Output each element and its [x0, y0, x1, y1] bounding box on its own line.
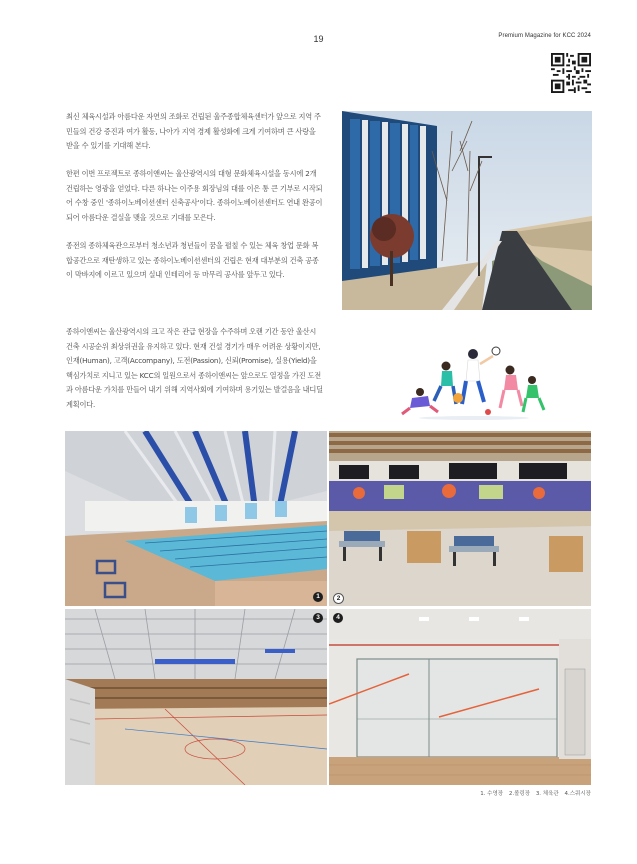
body-paragraph-1: 최신 체육시설과 아름다운 자연의 조화로 건립된 울주종합체육센터가 앞으로 지역 주민들의 건강 증진과 여가 활동, 나아가 지역 경제 활성화에 크게 기여하며 큰 사랑을 받을 수 있기를 기대해 본다.	[66, 112, 321, 150]
qr-code-icon[interactable]	[551, 53, 591, 93]
caption-item-2: 2.볼링장	[508, 791, 531, 797]
photo-caption	[476, 789, 591, 797]
sports-illustration	[398, 346, 550, 422]
photo-badge-4: 4	[333, 613, 343, 623]
caption-item-1: 1. 수영장	[480, 791, 504, 797]
athlete-figures-icon	[402, 347, 544, 420]
caption-item-3: 3. 체육관	[535, 791, 559, 797]
pool-photo	[65, 431, 327, 606]
photo-badge-2: 2	[333, 593, 344, 604]
photo-badge-1: 1	[313, 592, 323, 602]
magazine-title: Premium Magazine for KCC 2024	[498, 33, 591, 39]
body-paragraph-2: 한편 이번 프로젝트로 종하이앤씨는 울산광역시의 대형 문화체육시설을 동시에 2개 건립하는 영광을 얻었다. 다른 하나는 이주용 회장님의 대를 이은 통 큰 기부로 시작되어 수창 중인 '종하이노베이션센터 신축공사'이다. 종하이노베이션센터도 연내 완공이 되어 아름다운 결실을 맺을 것으로 기대를 모은다.	[66, 169, 323, 222]
body-paragraph-3: 종전의 종하체육관으로부터 청소년과 청년들이 꿈을 펼칠 수 있는 체육 창업 문화 복합공간으로 재탄생하고 있는 종하이노베이션센터의 건립은 현재 대부분의 건축 공종이 막바지에 이르고 있으며 실내 인테리어 등 마무리 공사를 앞두고 있다.	[66, 241, 319, 279]
gym-photo	[65, 609, 327, 785]
exterior-photo	[342, 111, 592, 310]
body-paragraph-4: 종하이앤씨는 울산광역시의 크고 작은 관급 현장을 수주하며 오랜 기간 동안 울산시 건축 시공순위 최상위권을 유지하고 있다. 현재 건설 경기가 매우 어려운 상황이지만, 인재(Human), 고객(Accompany), 도전(Passion), 신뢰(Promise), 실용(Yield)을 핵심가치로 지니고 있는 KCC의 일원으로서 종하이앤씨는 앞으로도 열정을 가진 도전과 아름다운 가치를 만들어 내기 위해 지역사회에 기여하며 용기있는 발걸음을 내디딜 계획이다.	[66, 327, 323, 409]
photo-badge-3: 3	[313, 613, 323, 623]
caption-item-4: 4.스쿼시장	[564, 791, 591, 797]
bowling-photo	[329, 431, 591, 606]
squash-photo	[329, 609, 591, 785]
page-number: 19	[313, 34, 324, 44]
